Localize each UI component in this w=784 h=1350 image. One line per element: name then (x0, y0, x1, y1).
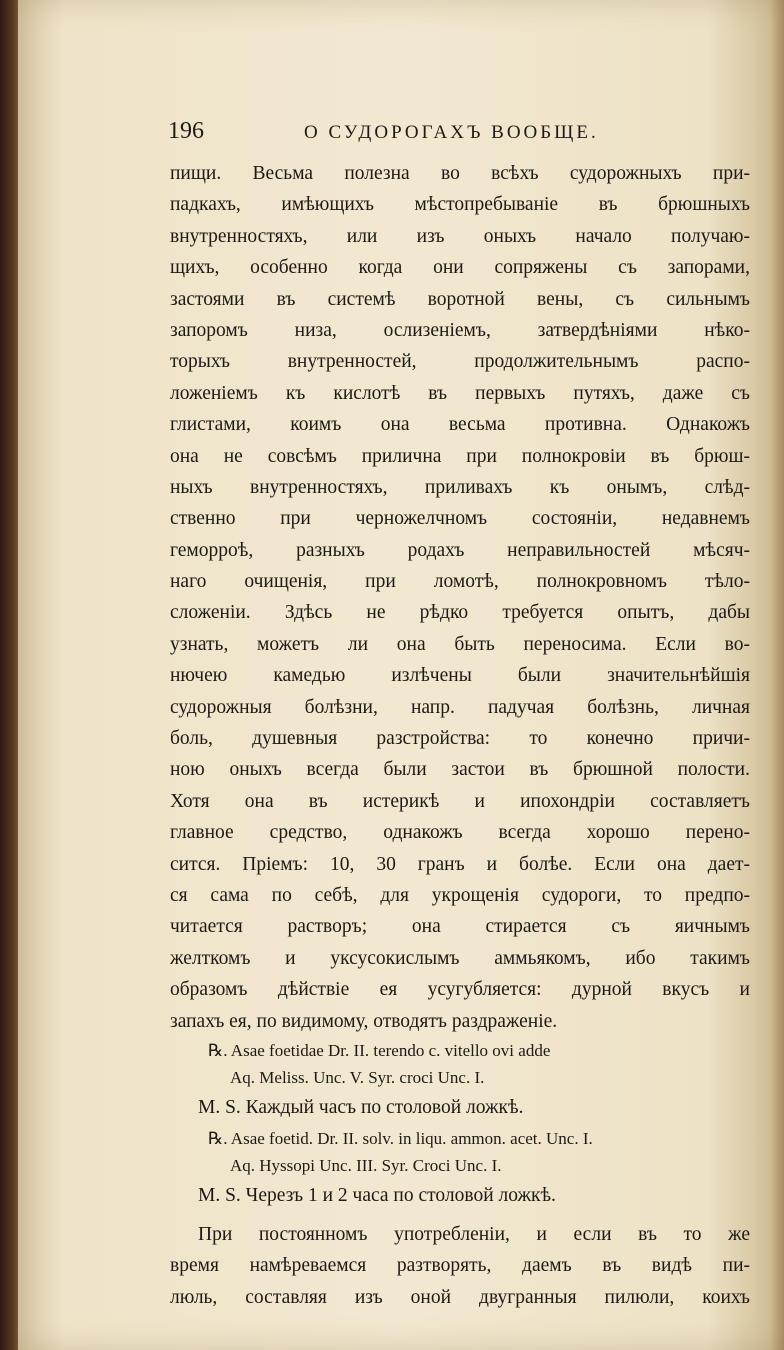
text-line: наго очищенія, при ломотѣ, полнокровномъ тѣло- (170, 571, 750, 593)
text-line: запахъ ея, по видимому, отводятъ раздраженіе. (170, 1010, 558, 1032)
running-title: О СУДОРОГАХЪ ВООБЩЕ. (304, 122, 599, 143)
text-line: внутренностяхъ, или изъ оныхъ начало получаю- (170, 225, 750, 247)
recipe-signa: M. S. Черезъ 1 и 2 часа по столовой ложкѣ. (198, 1184, 556, 1206)
text-line: При постоянномъ употребленіи, и если въ то же (198, 1223, 750, 1245)
text-line: главное средство, однакожъ всегда хорошо перено- (170, 822, 750, 844)
recipe-signa: M. S. Каждый часъ по столовой ложкѣ. (198, 1096, 524, 1118)
text-line: узнать, можетъ ли она быть переносима. Если во- (170, 633, 750, 655)
text-line: судорожныя болѣзни, напр. падучая болѣзнь, личная (170, 696, 750, 718)
body-text (170, 158, 750, 1313)
recipe-line: Aq. Hyssopi Unc. III. Syr. Croci Unc. I. (230, 1155, 502, 1175)
text-line: глистами, коимъ она весьма противна. Однакожъ (170, 414, 750, 436)
text-line: сложеніи. Здѣсь не рѣдко требуется опытъ, дабы (170, 602, 750, 624)
text-line: желткомъ и уксусокислымъ аммьякомъ, ибо такимъ (170, 947, 750, 969)
text-line: ственно при черножелчномъ состояніи, недавнемъ (170, 508, 750, 530)
text-line: запоромъ низа, ослизеніемъ, затвердѣніями нѣко- (170, 319, 750, 341)
text-line: ложеніемъ къ кислотѣ въ первыхъ путяхъ, даже съ (170, 382, 750, 404)
text-line: нючею камедью излѣчены были значительнѣйшія (170, 665, 750, 687)
text-line: время намѣреваемся разтворять, даемъ въ видѣ пи- (170, 1255, 750, 1277)
recipe-line: ℞. Asae foetid. Dr. II. solv. in liqu. ammon. acet. Unc. I. (208, 1128, 593, 1148)
text-line: Хотя она въ истерикѣ и ипохондріи составляетъ (170, 790, 750, 812)
text-line: образомъ дѣйствіе ея усугубляется: дурной вкусъ и (170, 979, 750, 1001)
recipe-line: ℞. Asae foetidae Dr. II. terendo c. vitello ovi adde (208, 1040, 551, 1060)
text-line: застоями въ системѣ воротной вены, съ сильнымъ (170, 288, 750, 310)
text-line: геморроѣ, разныхъ родахъ неправильностей мѣсяч- (170, 539, 750, 561)
paragraph-2 (170, 1219, 750, 1313)
text-line: ныхъ внутренностяхъ, приливахъ къ онымъ, слѣд- (170, 476, 750, 498)
recipe-2 (170, 1125, 750, 1213)
text-line: боль, душевныя разстройства: то конечно причи- (170, 728, 750, 750)
text-line: пищи. Весьма полезна во всѣхъ судорожныхъ при- (170, 163, 750, 184)
text-line: читается растворъ; она стирается съ яичнымъ (170, 916, 750, 938)
page-number: 196 (168, 118, 204, 144)
text-line: щихъ, особенно когда они сопряжены съ запорами, (170, 257, 750, 279)
text-line: она не совсѣмъ прилична при полнокровіи въ брюш- (170, 445, 750, 467)
text-line: торыхъ внутренностей, продолжительнымъ распо- (170, 351, 750, 373)
page-header (168, 118, 668, 148)
text-line: ся сама по себѣ, для укрощенія судороги, то предпо- (170, 884, 750, 906)
paragraph-1 (170, 158, 750, 1037)
text-line: сится. Пріемъ: 10, 30 гранъ и болѣе. Если она дает- (170, 853, 750, 875)
text-line: падкахъ, имѣющихъ мѣстопребываніе въ брюшныхъ (170, 194, 750, 216)
recipe-line: Aq. Meliss. Unc. V. Syr. croci Unc. I. (230, 1067, 485, 1087)
recipe-1 (170, 1037, 750, 1125)
text-line: ною оныхъ всегда были застои въ брюшной полости. (170, 759, 750, 781)
text-line: люль, составляя изъ оной двугранныя пилюли, коихъ (170, 1286, 750, 1308)
